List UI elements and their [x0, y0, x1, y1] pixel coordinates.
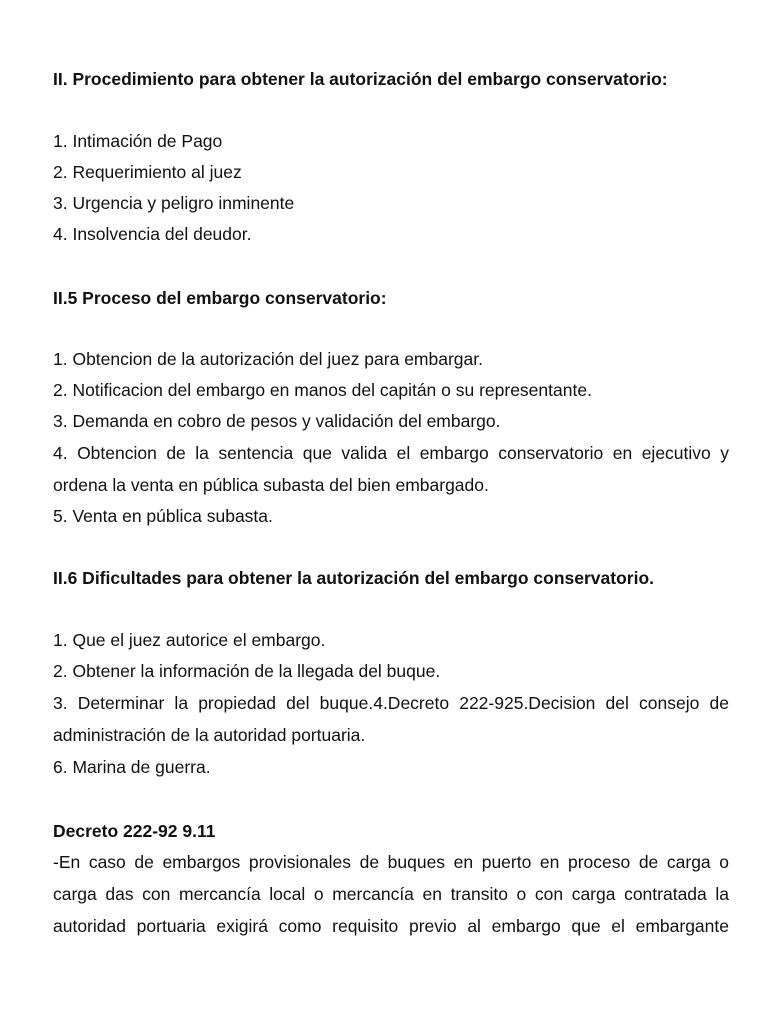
- section-ii-heading: II. Procedimiento para obtener la autorización del embargo conservatorio:: [53, 69, 668, 89]
- list-item: 2. Notificacion del embargo en manos del capitán o su representante.: [53, 380, 592, 400]
- paragraph-line: -En caso de embargos provisionales de buques en puerto en proceso de carga o: [53, 852, 729, 872]
- list-item: 6. Marina de guerra.: [53, 757, 211, 777]
- list-item: 1. Obtencion de la autorización del juez para embargar.: [53, 349, 483, 369]
- paragraph-line: autoridad portuaria exigirá como requisito previo al embargo que el embargante: [53, 916, 729, 936]
- decreto-heading: Decreto 222-92 9.11: [53, 821, 216, 841]
- list-item: 4. Obtencion de la sentencia que valida el embargo conservatorio en ejecutivo y: [53, 443, 729, 463]
- list-item: 3. Demanda en cobro de pesos y validación del embargo.: [53, 411, 501, 431]
- list-item: 2. Requerimiento al juez: [53, 162, 242, 182]
- list-item: 3. Determinar la propiedad del buque.4.Decreto 222-925.Decision del consejo de: [53, 693, 729, 713]
- list-item: 4. Insolvencia del deudor.: [53, 224, 252, 244]
- list-item-continuation: ordena la venta en pública subasta del bien embargado.: [53, 475, 489, 495]
- list-item: 1. Que el juez autorice el embargo.: [53, 630, 326, 650]
- list-item: 3. Urgencia y peligro inminente: [53, 193, 295, 213]
- list-item-continuation: administración de la autoridad portuaria.: [53, 725, 366, 745]
- section-ii5-heading: II.5 Proceso del embargo conservatorio:: [53, 288, 387, 308]
- list-item: 1. Intimación de Pago: [53, 131, 223, 151]
- list-item: 2. Obtener la información de la llegada del buque.: [53, 661, 441, 681]
- section-ii6-heading: II.6 Dificultades para obtener la autorización del embargo conservatorio.: [53, 568, 654, 588]
- paragraph-line: carga das con mercancía local o mercancía en transito o con carga contratada la: [53, 884, 729, 904]
- list-item: 5. Venta en pública subasta.: [53, 506, 273, 526]
